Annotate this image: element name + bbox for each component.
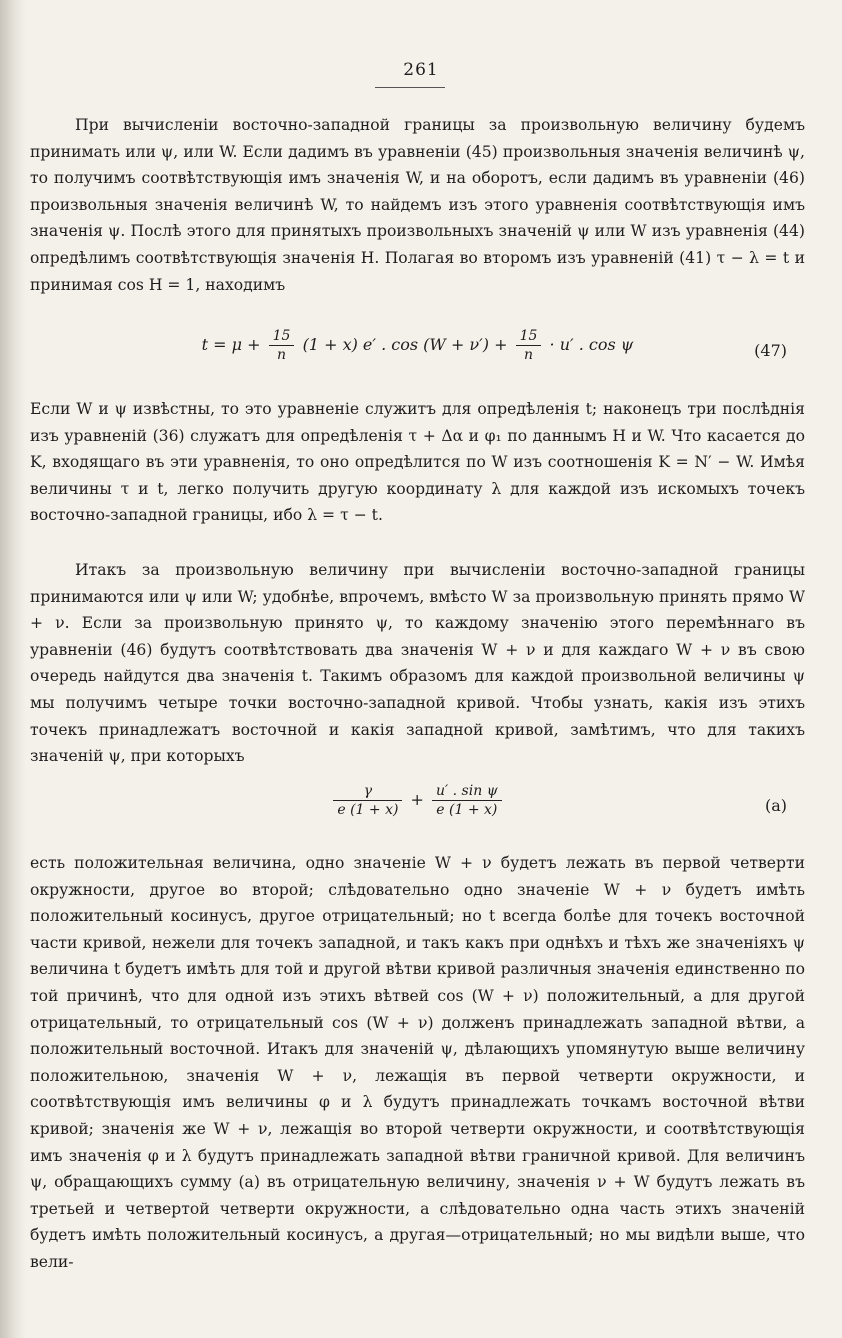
formula-a-fraction-1 — [333, 782, 402, 819]
fraction-numerator: γ — [333, 782, 402, 801]
formula-47-fraction-2 — [516, 327, 542, 364]
formula-47-tail: · u′ . cos ψ — [549, 335, 634, 354]
header-rule — [375, 87, 445, 88]
page-number: 261 — [403, 60, 439, 80]
fraction-numerator: u′ . sin ψ — [432, 782, 502, 801]
formula-a-expression — [30, 782, 805, 819]
equation-number-47: (47) — [754, 341, 787, 360]
paragraph-1: При вычисленіи восточно-западной границы за произвольную величину будемъ принимать или ψ, или W. Если дадимъ въ уравненіи (45) произвольныя значенія величинѣ ψ, то получимъ соотвѣтствующія имъ значенія W, и на оборотъ, если дадимъ въ уравненіи (46) произвольныя значенія величинѣ W, то найдемъ изъ этого уравненія соотвѣтствующія имъ значенія ψ. Послѣ этого для принятыхъ произвольныхъ значеній ψ или W изъ уравненія (44) опредѣлимъ соотвѣтствующія значенія H. Полагая во второмъ изъ уравненій (41) τ − λ = t и принимая cos H = 1, находимъ — [30, 116, 805, 294]
paragraph-3: Итакъ за произвольную величину при вычисленіи восточно-западной границы принимаются или ψ или W; удобнѣе, впрочемъ, вмѣсто W за произвольную принять прямо W + ν. Если за произвольную принято ψ, то каждому значенію этого перемѣннаго въ уравненіи (46) будутъ соотвѣтствовать два значенія W + ν и для каждаго W + ν въ свою очередь найдутся два значенія t. Такимъ образомъ для каждой произвольной величины ψ мы получимъ четыре точки восточно-западной кривой. Чтобы узнать, какія изъ этихъ точекъ принадлежатъ восточной и какія западной кривой, замѣтимъ, что для такихъ значеній ψ, при которыхъ — [30, 561, 805, 766]
formula-47-lhs: t = μ + — [201, 335, 261, 354]
equation-number-a: (a) — [764, 796, 787, 815]
paragraph-2: Если W и ψ извѣстны, то это уравненіе служитъ для опредѣленія t; наконецъ три послѣднія изъ уравненій (36) служатъ для опредѣленія τ + Δα и φ₁ по даннымъ H и W. Что касается до K, входящаго въ эти уравненія, то оно опредѣлится по W изъ соотношенія K = N′ − W. Имѣя величины τ и t, легко получить другую координату λ для каждой изъ искомыхъ точекъ восточно-западной границы, ибо λ = τ − t. — [30, 400, 805, 525]
formula-a-plus: + — [410, 790, 424, 809]
formula-47-fraction-1 — [269, 327, 295, 364]
formula-a-fraction-2 — [432, 782, 502, 819]
formula-47-middle: (1 + x) e′ . cos (W + ν′) + — [302, 335, 508, 354]
formula-47 — [30, 327, 805, 377]
fraction-denominator: n — [277, 347, 287, 363]
fraction-denominator: n — [524, 347, 534, 363]
scan-edge-shadow — [0, 0, 26, 1338]
fraction-numerator: 15 — [516, 327, 542, 346]
fraction-numerator: 15 — [269, 327, 295, 346]
formula-47-expression — [30, 327, 805, 364]
fraction-denominator: e (1 + x) — [436, 802, 498, 818]
paragraph-4: есть положительная величина, одно значеніе W + ν будетъ лежать въ первой четверти окружности, другое во второй; слѣдовательно одно значеніе W + ν будетъ имѣть положительный косинусъ, другое отрицательный; но t всегда болѣе для точекъ восточной части кривой, нежели для точекъ западной, и такъ какъ при однѣхъ и тѣхъ же значеніяхъ ψ величина t будетъ имѣть для той и другой вѣтви кривой различныя значенія единственно по той причинѣ, что для одной изъ этихъ вѣтвей cos (W + ν) положительный, а для другой отрицательный, то отрицательный cos (W + ν) долженъ принадлежать западной вѣтви, а положительный восточной. Итакъ для значеній ψ, дѣлающихъ упомянутую выше величину положительною, значенія W + ν, лежащія въ первой четверти окружности, и соотвѣтствующія имъ величины φ и λ будутъ принадлежать точкамъ восточной вѣтви кривой; значенія же W + ν, лежащія во второй четверти окружности, и соотвѣтствующія имъ значенія φ и λ будутъ принадлежать западной вѣтви граничной кривой. Для величинъ ψ, обращающихъ сумму (a) въ отрицательную величину, значенія ν + W будутъ лежать въ третьей и четвертой четверти окружности, а слѣдовательно одна часть этихъ значеній будетъ имѣть положительный косинусъ, а другая—отрицательный; но мы видѣли выше, что вели- — [30, 854, 805, 1271]
fraction-denominator: e (1 + x) — [337, 802, 399, 818]
formula-a — [30, 782, 805, 832]
